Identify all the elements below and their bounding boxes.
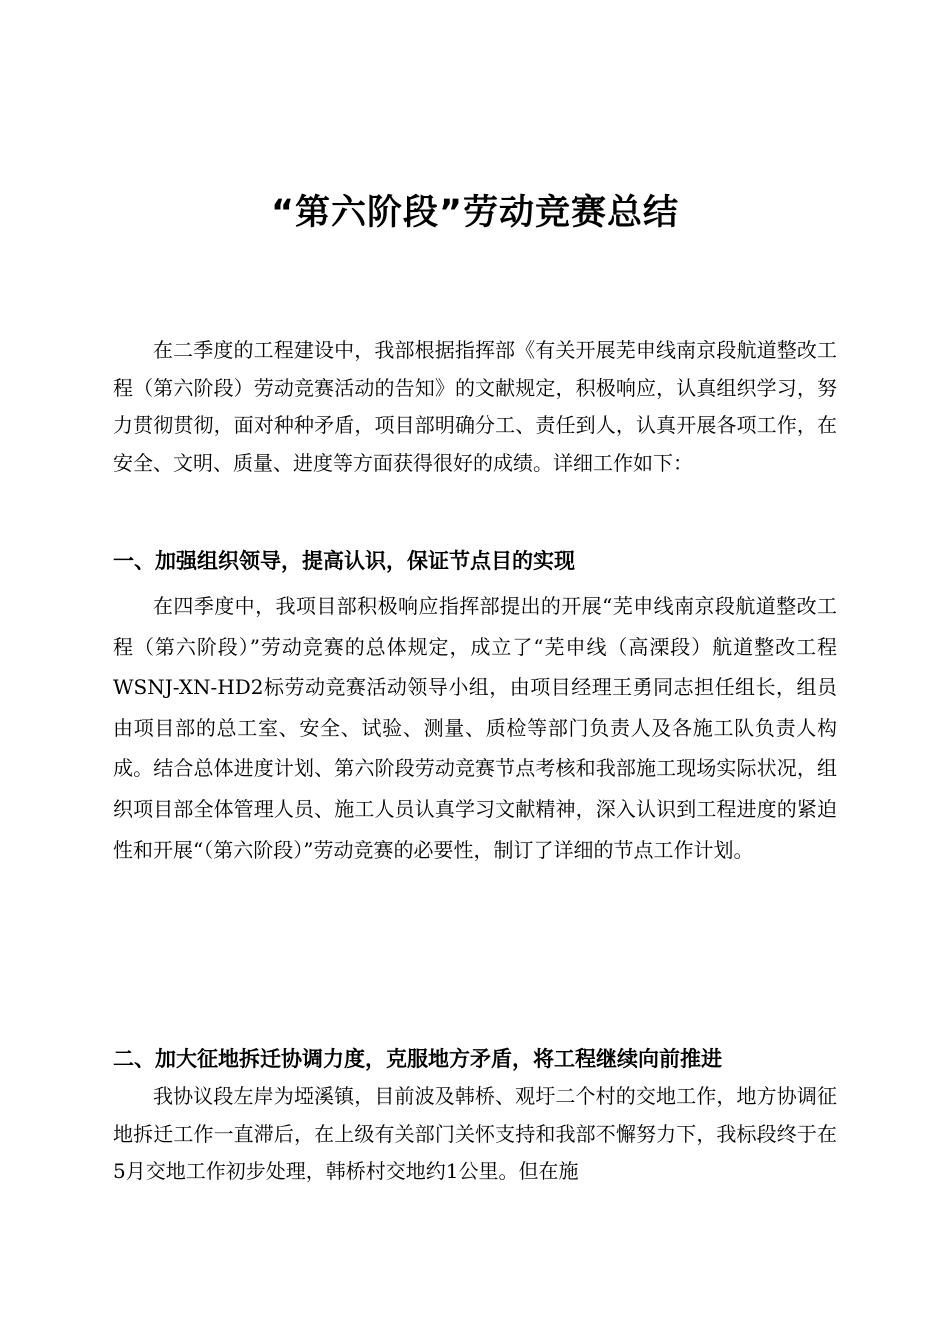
document-title: “第六阶段”劳动竞赛总结	[270, 193, 679, 233]
section-1-paragraph: 在四季度中，我项目部积极响应指挥部提出的开展“芜申线南京段航道整改工程（第六阶段）”劳动竞赛的总体规定，成立了“芜申线（高溧段）航道整改工程WSNJ-XN-HD2标劳动竞赛活动领导小组，由项目经理王勇同志担任组长，组员由项目部的总工室、安全、试验、测量、质检等部门负责人及各施工队负责人构成。结合总体进度计划、第六阶段劳动竞赛节点考核和我部施工现场实际状况，组织项目部全体管理人员、施工人员认真学习文献精神，深入认识到工程进度的紧迫性和开展“（第六阶段）”劳动竞赛的必要性，制订了详细的节点工作计划。	[113, 594, 837, 862]
section-heading-1: 一、加强组织领导，提高认识，保证节点目的实现	[113, 549, 575, 573]
intro-paragraph: 在二季度的工程建设中，我部根据指挥部《有关开展芜申线南京段航道整改工程（第六阶段）劳动竞赛活动的告知》的文献规定，积极响应，认真组织学习，努力贯彻贯彻，面对种种矛盾，项目部明确分工、责任到人，认真开展各项工作，在安全、文明、质量、进度等方面获得很好的成绩。详细工作如下：	[113, 338, 837, 475]
section-2-paragraph: 我协议段左岸为埡溪镇，目前波及韩桥、观圩二个村的交地工作，地方协调征地拆迁工作一直滞后，在上级有关部门关怀支持和我部不懈努力下，我标段终于在5月交地工作初步处理，韩桥村交地约1公里。但在施	[113, 1084, 837, 1183]
section-heading-2: 二、加大征地拆迁协调力度，克服地方矛盾，将工程继续向前推进	[113, 1047, 722, 1071]
